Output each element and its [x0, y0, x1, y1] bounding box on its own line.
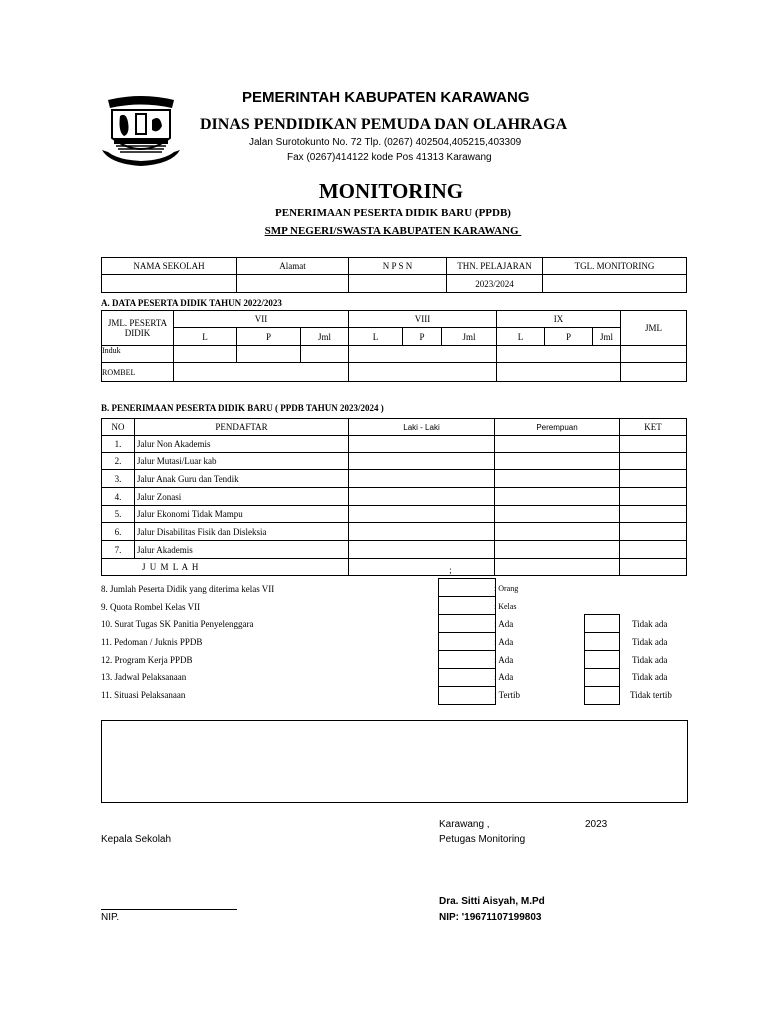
answer-label: : Ada	[494, 619, 514, 629]
grade-viii: VIII	[349, 311, 497, 328]
answer-box[interactable]	[438, 686, 496, 705]
check-label: 8. Jumlah Peserta Didik yang diterima kelas VII	[101, 584, 275, 594]
info-cell[interactable]	[543, 275, 687, 293]
alt-box[interactable]	[584, 668, 620, 687]
section-a-title: A. DATA PESERTA DIDIK TAHUN 2022/2023	[101, 298, 282, 308]
b-header-perempuan: Perempuan	[495, 419, 620, 436]
alt-label: Tidak ada	[632, 655, 668, 665]
answer-box[interactable]	[438, 668, 496, 687]
info-header-nama: NAMA SEKOLAH	[102, 258, 237, 275]
check-label: 13. Jadwal Pelaksanaan	[101, 672, 187, 682]
row-label: Jalur Mutasi/Luar kab	[135, 453, 349, 470]
check-label: 12. Program Kerja PPDB	[101, 655, 193, 665]
row-no: 2.	[102, 453, 135, 470]
row-label: Jalur Akademis	[135, 541, 349, 559]
info-header-tgl: TGL. MONITORING	[543, 258, 687, 275]
check-label: 10. Surat Tugas SK Panitia Penyelenggara	[101, 619, 254, 629]
b-header-pendaftar: PENDAFTAR	[135, 419, 349, 436]
left-nip: NIP.	[101, 912, 120, 923]
sub-jml: Jml	[301, 328, 349, 346]
karawang-crest-icon	[100, 94, 182, 168]
row-label: Jalur Anak Guru dan Tendik	[135, 470, 349, 488]
alt-label: Tidak ada	[632, 619, 668, 629]
answer-box[interactable]	[438, 614, 496, 633]
signature-place: Karawang ,	[439, 819, 490, 830]
answer-box[interactable]	[438, 596, 496, 615]
total-label: J U M L A H	[102, 559, 349, 576]
info-year: 2023/2024	[447, 275, 543, 293]
row-label: Jalur Zonasi	[135, 488, 349, 506]
row-rombel-label: ROMBEL	[102, 363, 174, 382]
gov-title: PEMERINTAH KABUPATEN KARAWANG	[242, 89, 530, 106]
answer-label: : Ada	[494, 637, 514, 647]
signature-year: 2023	[585, 819, 608, 830]
answer-label: : Orang	[494, 584, 519, 593]
page-title: MONITORING	[318, 179, 464, 203]
subtitle-ppdb: PENERIMAAN PESERTA DIDIK BARU (PPDB)	[275, 207, 511, 219]
jml-peserta-label: JML. PESERTA DIDIK	[102, 311, 174, 346]
address-line: Jalan Surotokunto No. 72 Tlp. (0267) 402504,405215,403309	[249, 137, 522, 148]
answer-box[interactable]	[438, 650, 496, 669]
school-info-table	[101, 257, 687, 293]
info-cell[interactable]	[102, 275, 237, 293]
answer-box[interactable]	[438, 578, 496, 597]
sub-jml: Jml	[442, 328, 497, 346]
sub-l: L	[497, 328, 545, 346]
row-no: 4.	[102, 488, 135, 506]
sub-p: P	[545, 328, 593, 346]
row-no: 1.	[102, 436, 135, 453]
grade-ix: IX	[497, 311, 621, 328]
sub-p: P	[403, 328, 442, 346]
alt-box[interactable]	[584, 650, 620, 669]
dept-title: DINAS PENDIDIKAN PEMUDA DAN OLAHRAGA	[200, 116, 568, 133]
answer-label: : Tertib	[494, 690, 520, 700]
answer-label: : Kelas	[494, 602, 517, 611]
notes-box[interactable]	[101, 720, 688, 803]
alt-box[interactable]	[584, 632, 620, 651]
ppdb-table	[101, 418, 687, 576]
row-induk-label: Induk	[102, 346, 174, 363]
check-label: 11. Situasi Pelaksanaan	[101, 690, 186, 700]
row-label: Jalur Non Akademis	[135, 436, 349, 453]
check-label: 9. Quota Rombel Kelas VII	[101, 602, 201, 612]
row-label: Jalur Ekonomi Tidak Mampu	[135, 506, 349, 523]
info-header-alamat: Alamat	[237, 258, 349, 275]
sub-l: L	[349, 328, 403, 346]
b-header-no: NO	[102, 419, 135, 436]
info-header-npsn: N P S N	[349, 258, 447, 275]
info-cell[interactable]	[237, 275, 349, 293]
row-no: 3.	[102, 470, 135, 488]
row-no: 7.	[102, 541, 135, 559]
grade-vii: VII	[174, 311, 349, 328]
row-no: 6.	[102, 523, 135, 541]
total-mark: ;	[349, 559, 495, 576]
b-header-ket: KET	[620, 419, 687, 436]
sub-jml: Jml	[593, 328, 621, 346]
left-role: Kepala Sekolah	[101, 834, 172, 845]
alt-label: Tidak ada	[632, 637, 668, 647]
right-role: Petugas Monitoring	[439, 834, 526, 845]
sub-l: L	[174, 328, 237, 346]
answer-label: : Ada	[494, 672, 514, 682]
info-cell[interactable]	[349, 275, 447, 293]
row-label: Jalur Disabilitas Fisik dan Disleksia	[135, 523, 349, 541]
jml-total-label: JML	[621, 311, 687, 346]
subtitle-school: SMP NEGERI/SWASTA KABUPATEN KARAWANG	[264, 225, 522, 237]
officer-nip: NIP: '19671107199803	[439, 912, 542, 923]
answer-box[interactable]	[438, 632, 496, 651]
alt-label: Tidak tertib	[630, 690, 672, 700]
student-data-table	[101, 310, 687, 382]
b-header-laki: Laki - Laki	[349, 419, 495, 436]
check-label: 11. Pedoman / Juknis PPDB	[101, 637, 203, 647]
alt-box[interactable]	[584, 614, 620, 633]
info-header-tahun: THN. PELAJARAN	[447, 258, 543, 275]
fax-line: Fax (0267)414122 kode Pos 41313 Karawang	[287, 152, 492, 163]
alt-box[interactable]	[584, 686, 620, 705]
officer-name: Dra. Sitti Aisyah, M.Pd	[439, 896, 545, 907]
alt-label: Tidak ada	[632, 672, 668, 682]
sub-p: P	[237, 328, 301, 346]
answer-label: : Ada	[494, 655, 514, 665]
signature-line	[101, 909, 237, 910]
row-no: 5.	[102, 506, 135, 523]
section-b-title: B. PENERIMAAN PESERTA DIDIK BARU ( PPDB TAHUN 2023/2024 )	[101, 403, 384, 413]
